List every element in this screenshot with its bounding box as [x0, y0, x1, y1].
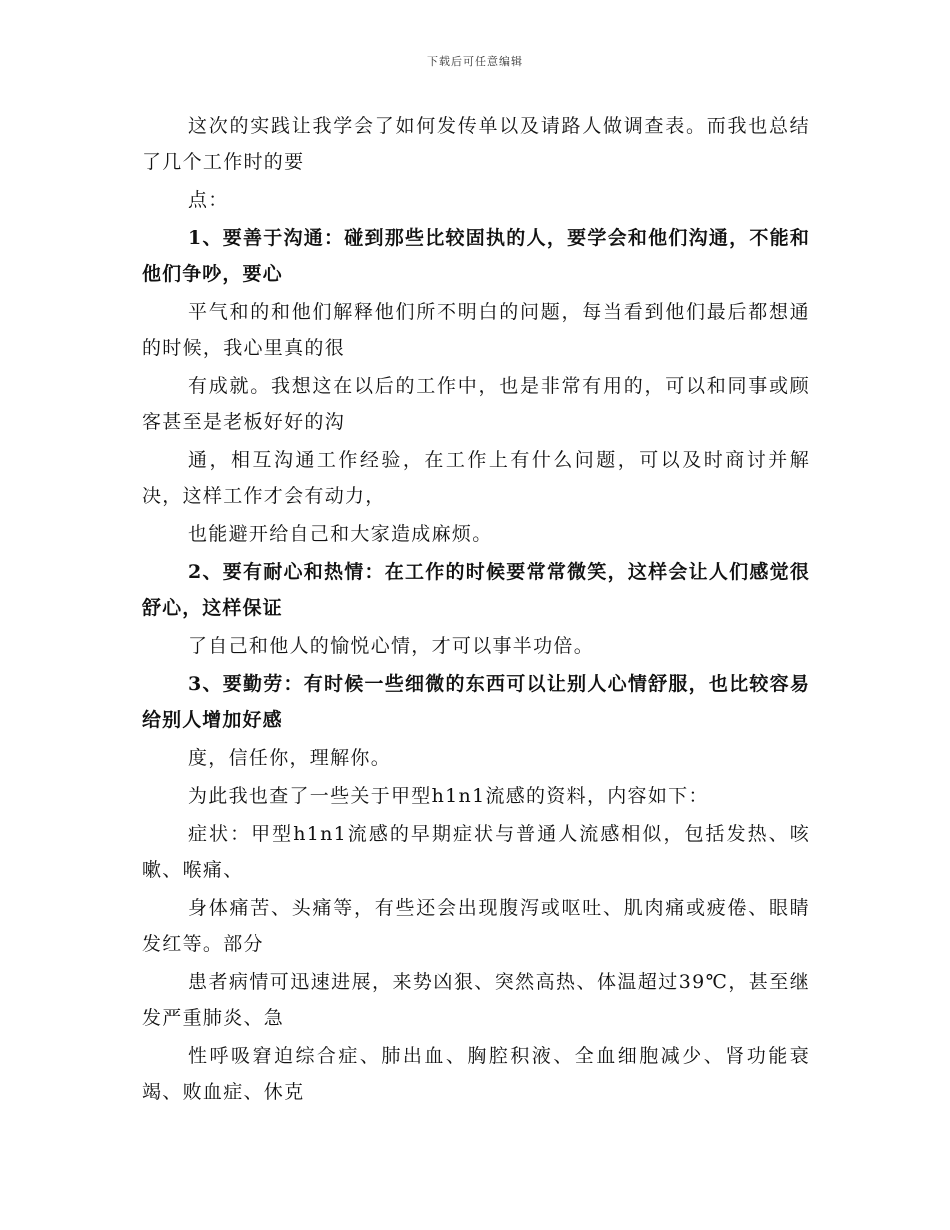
document-body: [142, 108, 810, 1112]
paragraph: 也能避开给自己和大家造成麻烦。: [188, 523, 493, 545]
paragraph: 症状：甲型h1n1流感的早期症状与普通人流感相似，包括发热、咳嗽、喉痛、: [142, 823, 810, 881]
paragraph: 有成就。我想这在以后的工作中，也是非常有用的，可以和同事或顾客甚至是老板好好的沟: [142, 375, 810, 433]
paragraph: 平气和的和他们解释他们所不明白的问题，每当看到他们最后都想通的时候，我心里真的很: [142, 301, 810, 359]
paragraph: 身体痛苦、头痛等，有些还会出现腹泻或呕吐、肌肉痛或疲倦、眼睛发红等。部分: [142, 897, 810, 955]
paragraph: 点：: [188, 189, 229, 211]
point-heading-2: 2、要有耐心和热情：在工作的时候要常常微笑，这样会让人们感觉很舒心，这样保证: [142, 561, 810, 619]
point-heading-3: 3、要勤劳：有时候一些细微的东西可以让别人心情舒服，也比较容易给别人增加好感: [142, 673, 810, 731]
paragraph: 度，信任你，理解你。: [188, 747, 392, 769]
paragraph: 了自己和他人的愉悦心情，才可以事半功倍。: [188, 635, 595, 657]
paragraph: 为此我也查了一些关于甲型h1n1流感的资料，内容如下：: [188, 785, 709, 807]
page-header: 下载后可任意编辑: [427, 55, 523, 68]
paragraph: 这次的实践让我学会了如何发传单以及请路人做调查表。而我也总结了几个工作时的要: [142, 115, 810, 173]
paragraph: 患者病情可迅速进展，来势凶狠、突然高热、体温超过39℃，甚至继发严重肺炎、急: [142, 971, 810, 1029]
point-heading-1: 1、要善于沟通：碰到那些比较固执的人，要学会和他们沟通，不能和他们争吵，要心: [142, 227, 810, 285]
paragraph: 通，相互沟通工作经验，在工作上有什么问题，可以及时商讨并解决，这样工作才会有动力，: [142, 449, 810, 507]
paragraph: 性呼吸窘迫综合症、肺出血、胸腔积液、全血细胞减少、肾功能衰竭、败血症、休克: [142, 1045, 810, 1103]
